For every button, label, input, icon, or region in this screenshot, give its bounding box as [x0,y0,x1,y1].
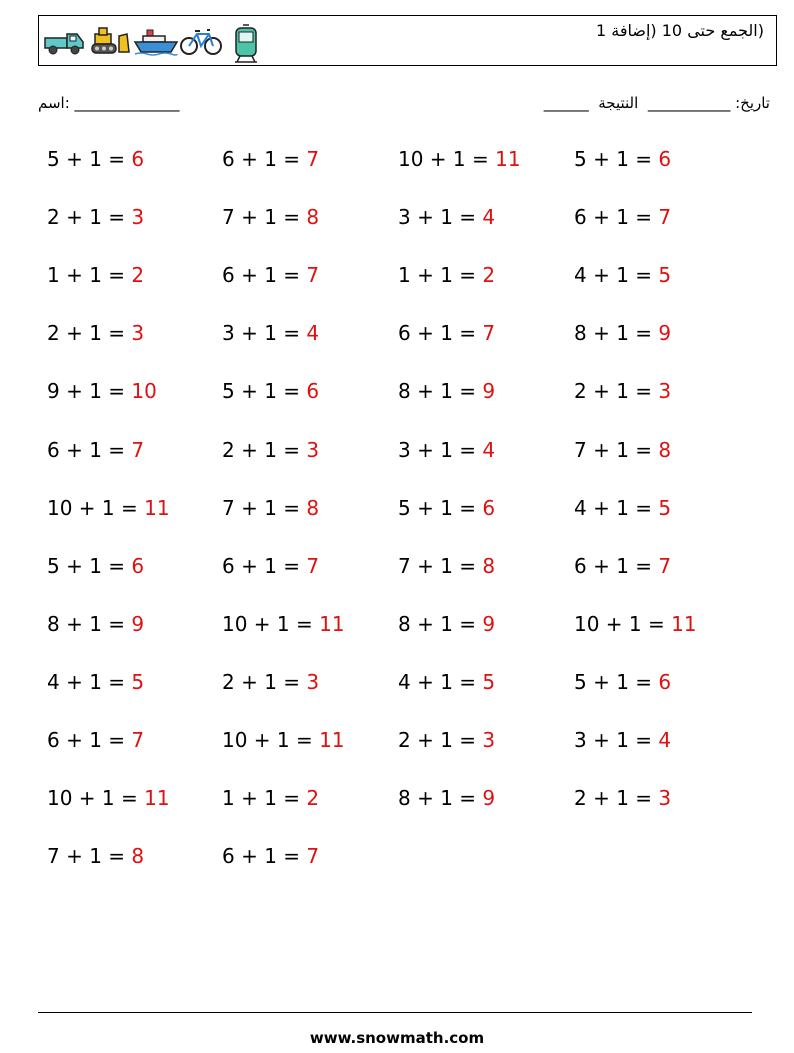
problem-question: 6 + 1 = [47,728,132,752]
problem-item [398,786,495,810]
problem-item [222,496,319,520]
footer-divider [38,1012,752,1013]
problem-item [398,728,495,752]
problem-item [47,321,144,345]
problem-question: 6 + 1 = [47,437,132,462]
problem-question: 1 + 1 = [47,263,132,288]
problem-item [574,147,671,171]
problem-item [47,670,144,694]
problem-answer: 3 [306,669,320,694]
problem-answer: 5 [482,669,496,694]
problem-answer: 6 [658,669,672,694]
problem-question: 7 + 1 = [222,495,307,520]
problem-item [47,786,170,810]
problem-answer: 2 [306,786,320,811]
problem-item [398,496,495,520]
problem-answer: 3 [482,728,496,752]
problem-item [574,263,671,287]
problem-question: 1 + 1 = [222,786,307,811]
problem-answer: 8 [482,553,496,578]
problem-item [47,379,157,403]
problem-answer: 3 [306,437,320,462]
problem-item [47,844,144,868]
problem-answer: 7 [131,728,145,752]
problem-question: 2 + 1 = [47,321,132,346]
problem-item [47,438,144,462]
problem-item [222,786,319,810]
problem-answer: 6 [482,495,496,520]
problem-answer: 9 [482,379,496,404]
problem-item [574,728,671,752]
truck-icon [43,22,87,62]
problem-question: 6 + 1 = [222,147,307,171]
problem-question: 7 + 1 = [574,437,659,462]
problem-question: 10 + 1 = [47,495,145,520]
bicycle-icon [179,22,223,62]
problem-answer: 5 [658,263,672,288]
problem-answer: 9 [658,321,672,346]
problem-item [574,554,671,578]
problem-item [574,321,671,345]
problem-answer: 6 [306,379,320,404]
problem-question: 4 + 1 = [47,669,132,694]
problem-answer: 11 [495,147,521,171]
problem-question: 3 + 1 = [398,205,483,230]
problem-item [47,205,144,229]
problem-item [47,554,144,578]
problem-item [222,205,319,229]
problem-answer: 6 [131,553,145,578]
problem-question: 2 + 1 = [398,728,483,752]
problem-item [574,379,671,403]
problem-item [398,670,495,694]
problem-answer: 4 [658,728,672,752]
problem-answer: 8 [658,437,672,462]
problem-item [574,670,671,694]
problem-item [222,263,319,287]
problem-answer: 5 [658,495,672,520]
problem-item [574,496,671,520]
problem-answer: 8 [306,205,320,230]
problem-answer: 8 [131,844,145,869]
date-score-field-label: تاريخ: ___________ النتيجة ______ [543,94,770,112]
problem-question: 10 + 1 = [398,147,496,171]
problem-item [574,786,671,810]
problem-item [222,321,319,345]
problem-answer: 7 [306,553,320,578]
problem-question: 8 + 1 = [574,321,659,346]
problem-answer: 3 [658,379,672,404]
problem-answer: 7 [658,553,672,578]
problem-question: 9 + 1 = [47,379,132,404]
problem-item [574,612,697,636]
problem-question: 6 + 1 = [574,205,659,230]
problem-question: 6 + 1 = [222,844,307,869]
problem-question: 3 + 1 = [222,321,307,346]
problem-question: 4 + 1 = [574,263,659,288]
problem-item [47,263,144,287]
title-box [38,15,777,66]
problem-answer: 9 [482,786,496,811]
problem-question: 2 + 1 = [47,205,132,230]
problem-question: 8 + 1 = [398,611,483,636]
problem-question: 10 + 1 = [47,786,145,811]
problem-question: 3 + 1 = [574,728,659,752]
bulldozer-icon [89,22,131,62]
problem-answer: 11 [671,611,697,636]
problem-answer: 9 [131,611,145,636]
worksheet-title: (الجمع حتى 10 (إضافة 1 [596,21,764,40]
problem-item [398,147,521,171]
problem-item [222,728,345,752]
problem-answer: 10 [131,379,157,404]
problem-question: 5 + 1 = [222,379,307,404]
problem-item [47,728,144,752]
problem-item [398,438,495,462]
problem-item [398,379,495,403]
problem-question: 5 + 1 = [47,147,132,171]
problem-question: 2 + 1 = [574,786,659,811]
problem-question: 2 + 1 = [222,669,307,694]
problem-item [222,612,345,636]
problem-question: 4 + 1 = [398,669,483,694]
problem-question: 6 + 1 = [222,263,307,288]
problem-question: 10 + 1 = [222,728,320,752]
problem-answer: 11 [319,611,345,636]
problem-answer: 7 [131,437,145,462]
problem-item [222,147,319,171]
problem-item [222,438,319,462]
problem-answer: 4 [482,437,496,462]
problem-question: 5 + 1 = [574,147,659,171]
problem-question: 6 + 1 = [574,553,659,578]
problem-answer: 3 [131,205,145,230]
problem-item [222,670,319,694]
problem-question: 2 + 1 = [574,379,659,404]
problem-item [47,496,170,520]
problem-question: 7 + 1 = [222,205,307,230]
problem-question: 4 + 1 = [574,495,659,520]
problem-answer: 11 [144,495,170,520]
problem-question: 8 + 1 = [47,611,132,636]
tram-icon [231,22,261,66]
footer-site: www.snowmath.com [309,1029,485,1047]
problem-question: 5 + 1 = [398,495,483,520]
problem-item [47,612,144,636]
problem-question: 6 + 1 = [222,553,307,578]
problem-answer: 2 [482,263,496,288]
problem-answer: 7 [658,205,672,230]
problem-answer: 2 [131,263,145,288]
problem-question: 7 + 1 = [398,553,483,578]
problem-item [222,379,319,403]
name-field-label: اسم: ______________ [38,94,180,112]
ship-icon [133,22,179,62]
problem-answer: 3 [131,321,145,346]
problem-answer: 6 [131,147,145,171]
problem-answer: 11 [144,786,170,811]
problem-answer: 7 [306,147,320,171]
problem-question: 7 + 1 = [47,844,132,869]
problem-answer: 7 [482,321,496,346]
problem-answer: 7 [306,844,320,869]
problem-item [398,612,495,636]
problem-item [47,147,144,171]
problem-question: 10 + 1 = [574,611,672,636]
problem-question: 8 + 1 = [398,379,483,404]
problem-question: 10 + 1 = [222,611,320,636]
problem-answer: 6 [658,147,672,171]
problem-item [398,205,495,229]
problem-question: 3 + 1 = [398,437,483,462]
problem-question: 5 + 1 = [574,669,659,694]
problem-answer: 9 [482,611,496,636]
problem-item [398,321,495,345]
problem-answer: 4 [482,205,496,230]
problem-question: 1 + 1 = [398,263,483,288]
problem-question: 5 + 1 = [47,553,132,578]
problem-question: 2 + 1 = [222,437,307,462]
problem-item [398,263,495,287]
problem-item [574,438,671,462]
problem-question: 6 + 1 = [398,321,483,346]
problem-item [222,554,319,578]
problem-answer: 7 [306,263,320,288]
problem-answer: 4 [306,321,320,346]
problem-question: 8 + 1 = [398,786,483,811]
problem-item [574,205,671,229]
problem-answer: 8 [306,495,320,520]
problem-answer: 3 [658,786,672,811]
problem-item [222,844,319,868]
problem-answer: 11 [319,728,345,752]
problem-answer: 5 [131,669,145,694]
problem-item [398,554,495,578]
